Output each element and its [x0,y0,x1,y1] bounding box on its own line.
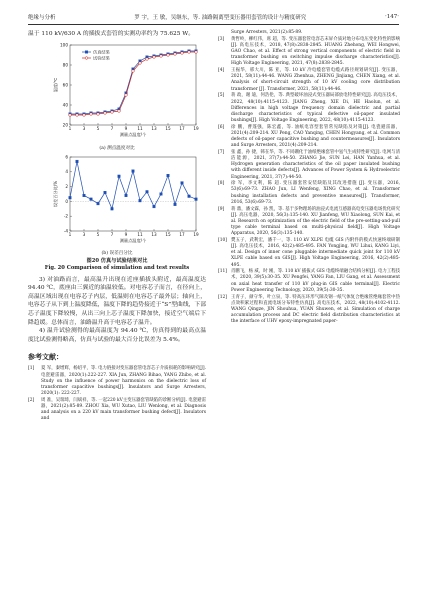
data-point [118,175,121,178]
reference-number: [12] [218,294,228,300]
reference-item [218,37,400,68]
x-tick-label: 19 [193,125,199,131]
data-point [132,69,135,72]
chart-a-caption: (a) 测点温度对比 [99,145,135,151]
x-tick-label: 1 [68,231,72,237]
reference-number: [11] [218,269,228,275]
data-point [125,194,128,197]
data-point [160,54,163,57]
reference-number: [10] [218,237,228,243]
running-header [28,12,399,22]
figure-caption-en: Fig. 20 Comparison of simulation and test results [44,264,190,271]
data-point [167,53,170,56]
data-point [125,93,128,96]
reference-number: [6] [218,124,225,130]
series-line [70,51,196,114]
header-authors-title: 罗 宇，王 敏，吴继东，等. 油路隔离型变压器用套管的设计与精度研究 [134,15,307,21]
data-point [104,111,107,114]
y-tick-label: -2 [63,213,68,219]
reference-text: 张 鑫，孙 捷，韩在华，等. 不同硼化于油纸绝缘套管中氢气生成特性研究[J]. 电网与清洁能源，2021, 37(7):44-50. ZHANG Jie, SUN Lei, HAN Yanhua, et al. Hydrogen generation characteristics of the oil paper insulated bushing with different inside defects[J]. Advances of Power System & Hydroelectric Engineering, 2021, 37(7):44-50. [231,149,400,180]
data-point [76,160,79,163]
data-point [139,199,142,202]
legend-label: 仿真结果 [93,49,110,55]
x-tick-label: 3 [82,125,86,131]
data-point [188,50,191,53]
x-axis-label: 测量点温度/个 [119,237,147,243]
data-point [76,113,79,116]
reference-number: [1] [28,366,35,372]
left-column [28,30,206,423]
reference-number: [8] [218,181,225,187]
reference-number: [3] [218,36,225,42]
data-point [69,113,72,116]
y-tick-label: 20 [62,121,68,127]
x-tick-label: 17 [179,125,185,131]
x-tick-label: 5 [96,125,100,131]
legend-label: 试验结果 [93,55,110,61]
right-column [218,30,400,326]
page-number: ·147· [384,14,399,20]
y-tick-label: 100 [60,41,68,47]
data-point [97,202,100,205]
chart-a-svg [28,39,206,144]
y-tick-label: 6 [65,153,68,159]
data-point [90,112,93,115]
data-point [146,57,149,60]
data-point [90,197,93,200]
journal-name: 绝缘与分析 [28,15,56,21]
reference-text: 樊五子，武利宏，潘千一，等. 110 kV XLPE 电缆 GIS 内附件的模式快速终端研制[J]. 高电压技术，2016, 42(2):485-495. FAN Yongjing, WU Lihui, KANG Liyi, et al. Design of inner cone pluggable intermediate quick joint for 110 kV XLPE cable based on GIS[J]. High Voltage Engineering, 2016, 42(2):485-495. [231,237,400,268]
reference-text: Surge Arresters, 2021(2):85-89. [231,30,303,35]
y-tick-label: 80 [62,61,68,67]
reference-text: 王振华，邢大川，陈 亚，等. 10 kV 冷电缆套管电缆式路径规划研究[J]. 变压器，2021, 58(11):44-46. WANG Zhenhua, ZHENG Jinjiang, CHEN Xiang, et al. Analysis of short-circuit strength of 10 kV cooling core distribution transformer [J]. Transformer, 2021, 58(11):44-46. [231,68,400,92]
figure-caption-cn: 图20 仿真与试验结果对比 [86,257,148,264]
reference-item [218,181,400,206]
series-line [70,52,196,115]
data-point [188,195,191,198]
reference-text: 肖鹏飞，杨 威，时 刚，等. 110 kV 插拔式 GIS 电缆终端融合结构分析[J]. 电力工程技术，2020, 39(5):30-35. XU Pengfei, YANG Fan, LIU Gang, et al. Assessment on axial heat transfer of 110 kV plug-in GIS cable terminal[J]. Electric Power Engineering Technology, 2020, 39(5):30-35. [231,269,400,293]
references-list-left [28,366,206,422]
data-point [153,205,156,208]
reference-text: 黄哲岭，柳红伟，席 超，等. 变压器套管电容芯末屏介质对地分布电压变化特性的影响[J]. 高电压技术，2018, 47(8):2838-2845. HUANG Zhehong, WEI Hongwei, GAO Chao, et al. Effect of strong vertical components of electric field in transformer bushing on switching impulse discharge characteristics[J]. High Voltage Engineering, 2021, 47(8):2838-2845. [231,36,400,67]
y-axis-label: 温度/℃ [53,77,58,92]
reference-item [218,68,400,93]
data-point [167,174,170,177]
y-axis-label: 误差百分比/% [53,180,58,207]
y-tick-label: 0 [65,198,68,204]
references-heading: 参考文献： [28,353,63,362]
chart-b-caption: (b) 误差百分比 [101,250,133,256]
chart-a [28,39,206,151]
y-tick-label: 2 [65,183,68,189]
reference-text: 徐 鹏，曹蓬强，陈宏鑫，等. 油纸电容型套管常见缺陷及对策[J]. 电瓷避雷器，2021(4):209-214. XU Peng, CAO Yanqing, CHEN Hongyang, et al. Common defects of oil-paper capacitive bushing and countermeasures[J]. Insulators and Surge Arresters, 2021(4):209-214. [231,124,400,149]
data-point [83,194,86,197]
series-line [70,161,196,208]
reference-item [218,30,400,36]
data-point [69,196,72,199]
reference-item [218,269,400,294]
data-point [195,197,198,200]
chart-b [28,151,206,256]
data-point [111,110,114,113]
reference-number: [9] [218,206,225,212]
reference-text: 蒋 政，谢 迪，何浩伦，等. 典型破坏油浸式变压器局部放电特性研究[J]. 高电压技术，2022, 48(10):4115-4123. JIANG Zheng, XIE Di, HE Haolun, et al. Differences in high voltage frequency domain dielectric and partial discharge characteristics of typical defective oil-paper insulated bushings[J]. High Voltage Engineering, 2022, 48(10):4115-4123. [231,93,400,123]
header-rule [28,24,399,25]
reference-item [218,93,400,124]
data-point [174,52,177,55]
data-point [160,192,163,195]
data-point [139,61,142,64]
y-tick-label: -4 [63,227,68,233]
reference-item [218,238,400,269]
legend-swatch-marker [85,50,88,53]
reference-number: [2] [28,397,35,403]
reference-number: [4] [218,68,225,74]
references-list-right [218,30,400,325]
reference-item [28,366,206,397]
legend-swatch-marker [85,56,88,59]
x-tick-label: 1 [68,125,72,131]
reference-item [218,295,400,326]
x-tick-label: 11 [137,125,143,131]
reference-item [218,125,400,150]
data-point [97,112,100,115]
data-point [153,55,156,58]
reference-item [218,207,400,238]
y-tick-label: 40 [62,101,68,107]
x-tick-label: 19 [193,231,199,237]
x-axis-label: 测量点温度/个 [119,131,147,137]
plot-frame [70,157,196,231]
x-tick-label: 9 [124,231,128,237]
reference-item [218,150,400,181]
x-tick-label: 7 [110,231,114,237]
reference-number [218,30,231,36]
data-point [118,109,121,112]
data-point [83,113,86,116]
x-tick-label: 15 [165,231,171,237]
reference-text: 蒋 鼎，潘文霖，孙 凯，等. 基于多物理场的油浸式电流互感器高电变压器电场优化研究[J]. 高压电器，2020, 56(3):135-140. XU Jianfeng, WU Xiaolong, SUN Kai, et al. Research on optimization of the electric field of the pre-setting-and-pull type cable terminal based on multi-physical field[J]. High Voltage Apparatus, 2020, 56(3):135-140. [231,206,400,237]
y-tick-label: 4 [65,168,68,174]
reference-item [28,398,206,423]
paragraph-conclusion-4: 4) 温升试验测得的最高温度为 94.40 ℃，仿真得到的最高点温度比试验测得略高，仿真与试验的最大百分比误差为 5.4%。 [28,328,206,343]
reference-number: [5] [218,93,225,99]
x-tick-label: 17 [179,231,185,237]
x-tick-label: 7 [110,125,114,131]
x-tick-label: 5 [96,231,100,237]
reference-text: 周 准，吴瑞琦，闫斌祥，等. 一起220 kV主变压器套管缺陷的诊断分析[J]. 电瓷避雷器，2021(2):85-89. ZHOU Xia, WU Xutao, LIU Wenlong, et al. Diagnosis and analysis on a 220 kV main transformer bushing defect[J]. Insulators and [41,397,206,422]
reference-text: 夏 军，秦增辉，杨绍平，等. 电力链接对变压器套管电容芯子介质损耗的影响研究[J]. 电瓷避雷器，2020(1):222-227. XIA Jun, ZHANG Bihao, YANG Zhibo, et al. Study on the influence of power harmonics on the dielectric loss of transformer capacitive bushings[J]. Insulators and Surge Arresters, 2020(1): 222-227. [41,366,206,396]
y-tick-label: 60 [62,81,68,87]
data-point [174,203,177,206]
data-point [104,191,107,194]
x-tick-label: 3 [82,231,86,237]
intro-text: 温于 110 kV/630 A 的插拔式套管的实测功率约为 75.625 W。 [28,31,195,37]
x-tick-label: 9 [124,125,128,131]
x-tick-label: 13 [151,231,157,237]
x-tick-label: 13 [151,125,157,131]
data-point [181,181,184,184]
reference-number: [7] [218,149,225,155]
x-tick-label: 15 [165,125,171,131]
data-point [132,169,135,172]
figure-caption [28,258,206,272]
data-point [111,207,114,210]
x-tick-label: 11 [137,231,143,237]
paragraph-conclusion-3: 3) 对油路而言，最高温升出现在近座插拔头附近，最高温度达 94.40 ℃，底座由三翼近的油温较低。对电容芯子而言，在径向上，高温区域出现在电容芯子内层，低温则在电容芯子最外层；轴向上，电容芯子从下到上温度降低，温度下降的趋势接近于“S”型曲线，下部芯子温度下降较慢，从出三向上芯子温度下降加快，接近空气端后下降趋缓。总体而言，油路温升高于电容芯子温升。 [28,276,207,326]
reference-text: 徐 军，李文利，陈 超. 变压器套管安装缺陷及其改进措施 [J]. 变压器，2016, 53(6):69-73. ZHAO Jun, LI Wenfeng, XING Chao, et al. Transformer bushing installation defects and preventive measures[J]. Transformer, 2016, 53(6):69-73. [231,181,400,205]
data-point [181,51,184,54]
chart-b-svg [28,151,206,249]
reference-text: 王青子，颜守华，叶立泉，等. 特高压环形气隙及钢一纸气体复合绝缘管绝缘套管中热点效积累过程和直流电场分布特性仿真[J]. 高电压技术，2022, 48(10):4102-4112. WANG Qingze, JIN Shouhua, YUAN Shuwen, et al. Simulation of charge accumulation process and DC electric field distribution characteristics at the interface of UHV epoxy-impregnated paper- [231,294,400,325]
data-point [195,50,198,53]
data-point [146,190,149,193]
